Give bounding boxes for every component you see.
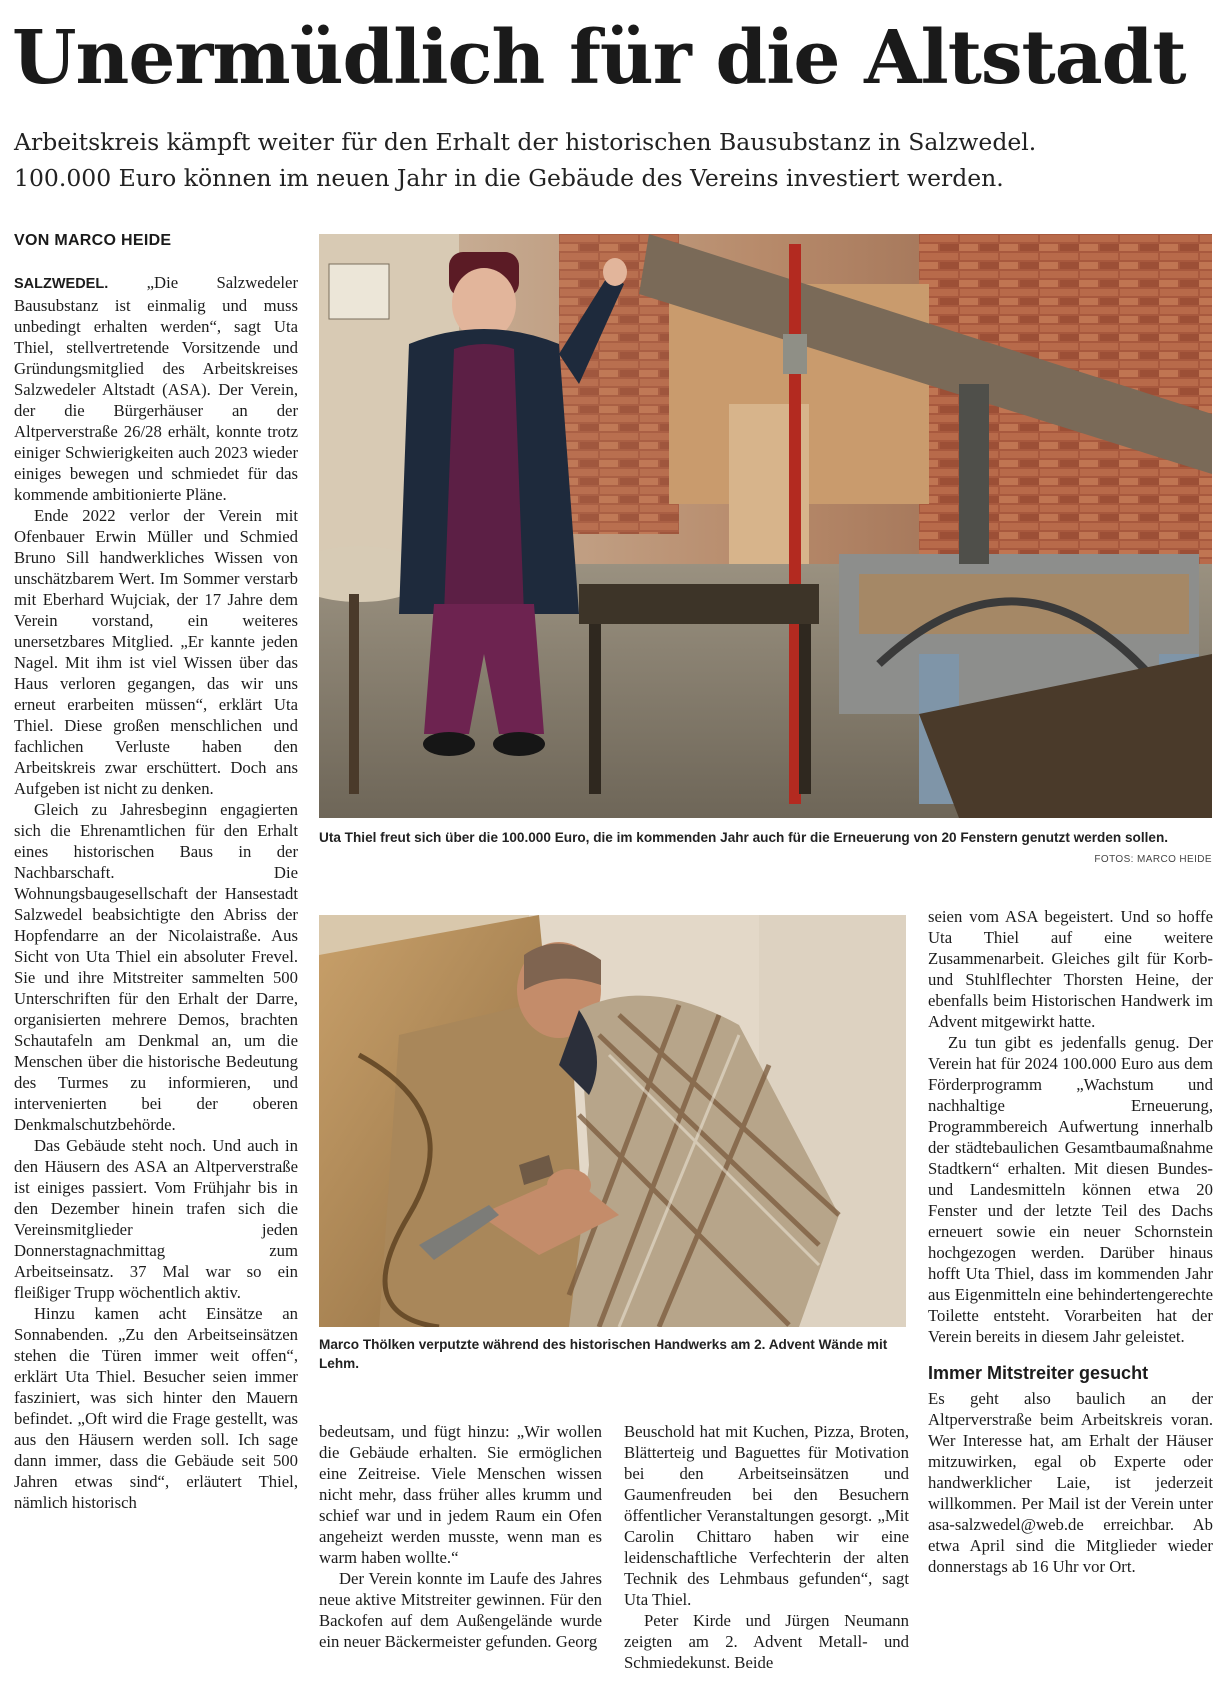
main-photo bbox=[319, 234, 1212, 818]
photo-lehm-plastering bbox=[319, 915, 906, 1327]
paragraph: Beuschold hat mit Kuchen, Pizza, Broten, Blätterteig und Baguettes für Motivation bei den Arbeitseinsätzen und Gaumenfreuden bei den Besuchern öffentlicher Veranstaltungen gesorgt. „Mit Carolin Chittaro haben wir eine leidenschaftliche Verfechterin der alten Technik des Lehmbaus gefunden“, sagt Uta Thiel. bbox=[624, 1422, 909, 1609]
subheadline-line-2: 100.000 Euro können im neuen Jahr in die Gebäude des Vereins investiert werden. bbox=[14, 164, 1004, 192]
second-photo bbox=[319, 915, 906, 1327]
paragraph: Ende 2022 verlor der Verein mit Ofenbauer Erwin Müller und Schmied Bruno Sill handwerkliches Wissen von unschätzbarem Wert. Im Sommer verstarb mit Eberhard Wujciak, der 17 Jahre dem Verein vorstand, ein weiteres unersetzbares Mitglied. „Er kannte jeden Nagel. Mit ihm ist viel Wissen über das Haus verloren gegangen, das wir uns erneut erarbeiten müssen“, erklärt Uta Thiel. Diese großen menschlichen und fachlichen Verluste haben den Arbeitskreis zwar erschüttert. Doch ans Aufgeben ist nicht zu denken. bbox=[14, 506, 298, 798]
paragraph: Der Verein konnte im Laufe des Jahres neue aktive Mitstreiter gewinnen. Für den Backofen auf dem Außengelände wurde ein neuer Bäckermeister gefunden. Georg bbox=[319, 1569, 602, 1651]
headline: Unermüdlich für die Altstadt bbox=[12, 15, 1186, 101]
paragraph: Peter Kirde und Jürgen Neumann zeigten am 2. Advent Metall- und Schmiedekunst. Beide bbox=[624, 1611, 909, 1672]
second-photo-caption: Marco Thölken verputzte während des historischen Handwerks am 2. Advent Wände mit Lehm. bbox=[319, 1337, 888, 1371]
paragraph: bedeutsam, und fügt hinzu: „Wir wollen die Gebäude erhalten. Sie ermöglichen eine Zeitreise. Viele Menschen wissen nicht mehr, dass früher alles krumm und schief war und in jedem Raum ein Ofen angeheizt werden musste, wenn man es warm haben wollte.“ bbox=[319, 1422, 602, 1567]
paragraph bbox=[14, 272, 298, 505]
article-column-3 bbox=[624, 1421, 909, 1673]
subheadline bbox=[14, 124, 1204, 196]
article-column-1 bbox=[14, 272, 298, 1513]
paragraph: Gleich zu Jahresbeginn engagierten sich die Ehrenamtlichen für den Erhalt eines historischen Baus in der Nachbarschaft. Die Wohnungsbaugesellschaft der Hansestadt Salzwedel beabsichtigte den Abriss der Hopfendarre an der Nicolaistraße. Aus Sicht von Uta Thiel ein absoluter Frevel. Sie und ihre Mitstreiter sammelten 500 Unterschriften für den Erhalt der Darre, organisierten mehrere Demos, brachten Schautafeln am Denkmal an, um die Menschen über die historische Bedeutung des Turmes zu informieren, und intervenierten bei der oberen Denkmalschutzbehörde. bbox=[14, 800, 298, 1134]
paragraph-text: „Die Salzwedeler Bausubstanz ist einmalig und muss unbedingt erhalten werden“, sagt Uta Thiel, stellvertretende Vorsitzende und Gründungsmitglied des Arbeitskreises Salzwedeler Altstadt (ASA). Der Verein, der die Bürgerhäuser an der Altperverstraße 26/28 erhält, konnte trotz einiger Schwierigkeiten auch 2023 wieder einiges bewegen und schmiedet für das kommende ambitionierte Pläne. bbox=[14, 273, 299, 504]
paragraph: Hinzu kamen acht Einsätze an Sonnabenden. „Zu den Arbeitseinsätzen stehen die Türen immer weit offen“, erklärt Uta Thiel. Besucher seien immer fasziniert, was sich hinter den Mauern befindet. „Oft wird die Frage gestellt, was aus den Häusern werden soll. Ich sage dann immer, dass die Gebäude seit 500 Jahren etwas sind“, erläutert Thiel, nämlich historisch bbox=[14, 1304, 298, 1512]
paragraph: Es geht also baulich an der Altperverstraße beim Arbeitskreis voran. Wer Interesse hat, am Erhalt der Häuser mitzuwirken, egal ob Experte oder handwerklicher Laie, ist jederzeit willkommen. Per Mail ist der Verein unter asa-salzwedel@web.de erreichbar. Ab etwa April sind die Mitglieder wieder donnerstags ab 16 Uhr vor Ort. bbox=[928, 1389, 1213, 1576]
article-column-4 bbox=[928, 906, 1213, 1577]
photo-credit: FOTOS: MARCO HEIDE bbox=[1094, 854, 1212, 865]
paragraph: Das Gebäude steht noch. Und auch in den Häusern des ASA an Altperverstraße ist einiges passiert. Vom Frühjahr bis in den Dezember hinein trafen sich die Vereinsmitglieder jeden Donnerstagnachmittag zum Arbeitseinsatz. 37 Mal war so ein fleißiger Trupp wöchentlich aktiv. bbox=[14, 1136, 298, 1302]
dateline: SALZWEDEL. bbox=[14, 276, 109, 292]
paragraph: Zu tun gibt es jedenfalls genug. Der Verein hat für 2024 100.000 Euro aus dem Förderprogramm „Wachstum und nachhaltige Erneuerung, Programmbereich Aufwertung innerhalb der städtebaulichen Gesamtbaumaßnahme Stadtkern“ erhalten. Mit diesen Bundes- und Landesmitteln können etwa 20 Fenster und der letzte Teil des Dachs erneuert sowie ein neuer Schornstein hochgezogen werden. Darüber hinaus hofft Uta Thiel, dass im kommenden Jahr aus Eigenmitteln eine behindertengerechte Toilette entsteht. Vorarbeiten hat der Verein bereits in diesem Jahr geleistet. bbox=[928, 1033, 1213, 1346]
subheadline-line-1: Arbeitskreis kämpft weiter für den Erhalt der historischen Bausubstanz in Salzwedel. bbox=[14, 128, 1037, 156]
article-column-2 bbox=[319, 1421, 602, 1652]
main-photo-caption: Uta Thiel freut sich über die 100.000 Euro, die im kommenden Jahr auch für die Erneuerung von 20 Fenstern genutzt werden sollen. bbox=[319, 830, 1169, 845]
byline: VON MARCO HEIDE bbox=[14, 232, 172, 249]
paragraph: seien vom ASA begeistert. Und so hoffe Uta Thiel auf eine weitere Zusammenarbeit. Gleiches gilt für Korb- und Stuhlflechter Thorsten Heine, der ebenfalls beim Historischen Handwerk im Advent mitgewirkt hatte. bbox=[928, 907, 1213, 1031]
photo-workshop-uta-thiel bbox=[319, 234, 1212, 818]
section-subheading: Immer Mitstreiter gesucht bbox=[928, 1363, 1149, 1383]
